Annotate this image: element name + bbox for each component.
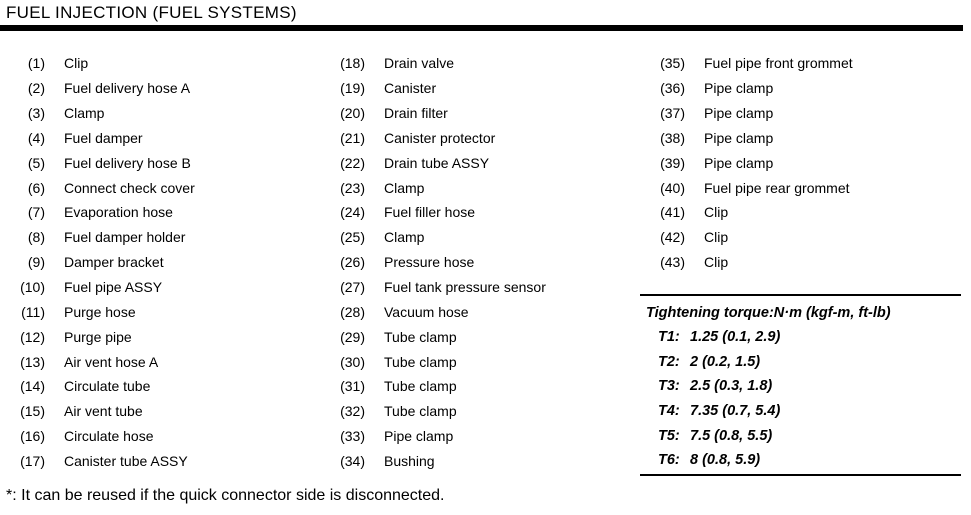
item-number: (16) — [20, 428, 45, 445]
torque-entry — [640, 399, 961, 424]
parts-list-item — [9, 200, 195, 225]
item-number: (38) — [660, 129, 685, 146]
item-label: Drain filter — [384, 105, 448, 122]
parts-list-item — [329, 299, 546, 324]
parts-list-item — [9, 399, 195, 424]
item-label: Purge hose — [64, 303, 136, 320]
parts-list-item — [9, 349, 195, 374]
parts-list-item — [329, 349, 546, 374]
item-number: (17) — [20, 452, 45, 469]
parts-list-item — [329, 126, 546, 151]
torque-id: T5: — [658, 427, 680, 444]
item-label: Connect check cover — [64, 179, 195, 196]
item-label: Pipe clamp — [384, 428, 454, 445]
item-label: Pipe clamp — [704, 129, 774, 146]
item-label: Evaporation hose — [64, 204, 173, 221]
parts-list-item — [9, 374, 195, 399]
item-label: Clip — [704, 254, 729, 271]
item-label: Canister protector — [384, 129, 496, 146]
parts-list-item — [329, 399, 546, 424]
parts-list-item — [649, 76, 853, 101]
item-number: (35) — [660, 55, 685, 72]
parts-list-item — [649, 225, 853, 250]
item-label: Canister — [384, 80, 437, 97]
torque-id: T2: — [658, 353, 680, 370]
item-number: (39) — [660, 154, 685, 171]
torque-value: 7.35 (0.7, 5.4) — [690, 403, 781, 420]
item-number: (27) — [340, 279, 365, 296]
item-label: Purge pipe — [64, 328, 132, 345]
item-label: Fuel damper holder — [64, 229, 186, 246]
parts-list-item — [649, 51, 853, 76]
parts-list-item — [329, 275, 546, 300]
item-number: (21) — [340, 129, 365, 146]
item-label: Pipe clamp — [704, 105, 774, 122]
item-number: (15) — [20, 403, 45, 420]
item-number: (34) — [340, 452, 365, 469]
parts-list-item — [9, 299, 195, 324]
item-number: (28) — [340, 303, 365, 320]
item-label: Fuel delivery hose A — [64, 80, 191, 97]
item-label: Fuel pipe rear grommet — [704, 179, 850, 196]
parts-list-item — [329, 150, 546, 175]
parts-column-3 — [649, 51, 853, 275]
parts-list-item — [649, 101, 853, 126]
item-number: (33) — [340, 428, 365, 445]
item-number: (3) — [27, 105, 45, 122]
parts-list-item — [329, 424, 546, 449]
item-label: Pressure hose — [384, 254, 475, 271]
parts-list-item — [649, 126, 853, 151]
item-number: (29) — [340, 328, 365, 345]
item-label: Air vent hose A — [64, 353, 159, 370]
parts-list-item — [9, 324, 195, 349]
item-label: Drain tube ASSY — [384, 154, 490, 171]
item-number: (24) — [340, 204, 365, 221]
parts-list-item — [329, 374, 546, 399]
item-number: (13) — [20, 353, 45, 370]
item-number: (25) — [340, 229, 365, 246]
item-number: (31) — [340, 378, 365, 395]
item-label: Clamp — [384, 229, 425, 246]
item-label: Clip — [64, 55, 89, 72]
item-number: (6) — [27, 179, 45, 196]
parts-list-item — [9, 101, 195, 126]
item-label: Circulate tube — [64, 378, 151, 395]
item-label: Tube clamp — [384, 378, 457, 395]
torque-value: 2.5 (0.3, 1.8) — [690, 378, 773, 395]
item-label: Canister tube ASSY — [64, 452, 188, 469]
item-number: (41) — [660, 204, 685, 221]
item-number: (37) — [660, 105, 685, 122]
item-label: Clip — [704, 204, 729, 221]
parts-list-item — [329, 225, 546, 250]
item-number: (2) — [27, 80, 45, 97]
torque-value: 1.25 (0.1, 2.9) — [690, 329, 781, 346]
item-label: Bushing — [384, 452, 435, 469]
item-number: (4) — [27, 129, 45, 146]
item-label: Tube clamp — [384, 403, 457, 420]
item-label: Clamp — [64, 105, 105, 122]
parts-list-item — [329, 101, 546, 126]
item-number: (26) — [340, 254, 365, 271]
parts-list-item — [329, 175, 546, 200]
item-number: (8) — [27, 229, 45, 246]
item-label: Clamp — [384, 179, 425, 196]
parts-list-item — [9, 126, 195, 151]
item-label: Fuel damper — [64, 129, 143, 146]
item-number: (42) — [660, 229, 685, 246]
item-number: (9) — [27, 254, 45, 271]
item-label: Circulate hose — [64, 428, 154, 445]
item-number: (40) — [660, 179, 685, 196]
parts-list-item — [329, 324, 546, 349]
parts-list-item — [9, 76, 195, 101]
parts-list-item — [9, 51, 195, 76]
parts-list-item — [9, 225, 195, 250]
torque-entry — [640, 448, 961, 473]
parts-column-1 — [9, 51, 195, 473]
parts-list-item — [649, 150, 853, 175]
item-number: (10) — [20, 279, 45, 296]
item-label: Pipe clamp — [704, 80, 774, 97]
item-label: Tube clamp — [384, 353, 457, 370]
item-label: Fuel pipe front grommet — [704, 55, 853, 72]
torque-id: T3: — [658, 378, 680, 395]
item-label: Clip — [704, 229, 729, 246]
torque-id: T1: — [658, 329, 680, 346]
parts-list-item — [329, 449, 546, 474]
item-label: Fuel delivery hose B — [64, 154, 191, 171]
item-number: (30) — [340, 353, 365, 370]
torque-id: T6: — [658, 452, 680, 469]
parts-column-2 — [329, 51, 546, 473]
tightening-torque-table — [640, 294, 961, 476]
item-label: Drain valve — [384, 55, 455, 72]
parts-list-item — [329, 250, 546, 275]
item-label: Pipe clamp — [704, 154, 774, 171]
item-label: Damper bracket — [64, 254, 164, 271]
parts-list-item — [9, 275, 195, 300]
parts-list-item — [9, 175, 195, 200]
torque-entry — [640, 325, 961, 350]
parts-list-item — [9, 449, 195, 474]
torque-entry — [640, 374, 961, 399]
parts-list-item — [649, 250, 853, 275]
parts-list-item — [9, 250, 195, 275]
item-label: Vacuum hose — [384, 303, 469, 320]
reuse-footnote: *: It can be reused if the quick connector side is disconnected. — [6, 487, 445, 504]
torque-value: 2 (0.2, 1.5) — [690, 353, 761, 370]
item-number: (5) — [27, 154, 45, 171]
item-label: Fuel filler hose — [384, 204, 476, 221]
item-number: (7) — [27, 204, 45, 221]
item-number: (1) — [27, 55, 45, 72]
parts-list-item — [9, 150, 195, 175]
item-number: (36) — [660, 80, 685, 97]
item-number: (32) — [340, 403, 365, 420]
torque-heading: Tightening torque:N·m (kgf-m, ft-lb) — [646, 304, 891, 321]
torque-entry — [640, 423, 961, 448]
parts-list-item — [649, 200, 853, 225]
item-label: Tube clamp — [384, 328, 457, 345]
torque-value: 8 (0.8, 5.9) — [690, 452, 761, 469]
item-number: (43) — [660, 254, 685, 271]
item-number: (23) — [340, 179, 365, 196]
item-number: (12) — [20, 328, 45, 345]
item-number: (18) — [340, 55, 365, 72]
torque-entry — [640, 350, 961, 375]
parts-list-item — [9, 424, 195, 449]
parts-list-item — [329, 200, 546, 225]
item-label: Air vent tube — [64, 403, 143, 420]
page-title: FUEL INJECTION (FUEL SYSTEMS) — [6, 3, 297, 22]
item-label: Fuel pipe ASSY — [64, 279, 163, 296]
item-number: (22) — [340, 154, 365, 171]
parts-list-item — [329, 76, 546, 101]
parts-list-item — [649, 175, 853, 200]
parts-list-item — [329, 51, 546, 76]
torque-id: T4: — [658, 403, 680, 420]
item-label: Fuel tank pressure sensor — [384, 279, 546, 296]
item-number: (19) — [340, 80, 365, 97]
item-number: (11) — [21, 303, 45, 320]
item-number: (14) — [20, 378, 45, 395]
title-divider-rule — [0, 25, 963, 31]
item-number: (20) — [340, 105, 365, 122]
torque-value: 7.5 (0.8, 5.5) — [690, 427, 773, 444]
